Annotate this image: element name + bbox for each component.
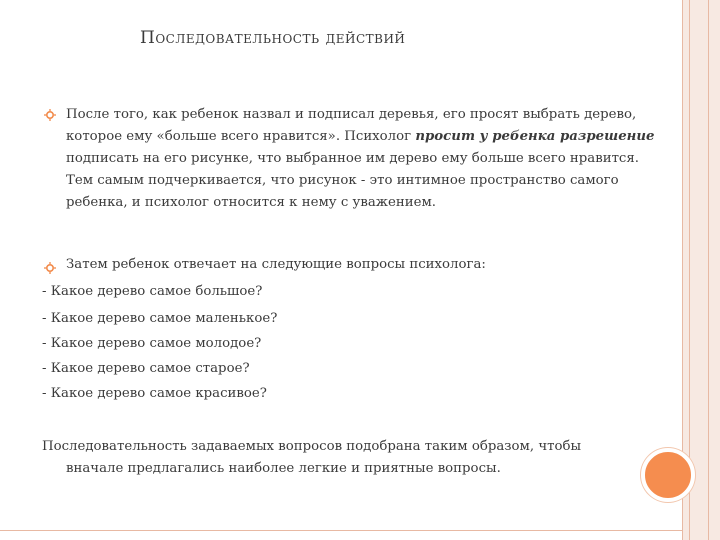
- question-item: - Какое дерево самое большое?: [42, 284, 263, 299]
- paragraph-1-text: После того, как ребенок назвал и подписал деревья, его просят выбрать дерево, которое ему «больше всего нравится». Психолог: [66, 107, 637, 144]
- sun-bullet-icon: [44, 109, 56, 121]
- sun-bullet-icon: [44, 262, 56, 274]
- paragraph-1: [66, 104, 666, 214]
- decor-circle: [641, 448, 695, 502]
- question-item: - Какое дерево самое маленькое?: [42, 311, 278, 326]
- question-item: - Какое дерево самое красивое?: [42, 386, 267, 401]
- paragraph-1-text-cont: подписать на его рисунке, что выбранное им дерево ему больше всего нравится. Тем самым подчеркивается, что рисунок - это интимное пространство самого ребенка, и психолог относится к нему с уважением.: [66, 151, 639, 210]
- bottom-border: [0, 530, 682, 531]
- paragraph-1-emphasis: просит у ребенка разрешение: [415, 129, 655, 144]
- closing-paragraph: [42, 436, 642, 480]
- closing-line-2: вначале предлагались наиболее легкие и приятные вопросы.: [66, 461, 501, 476]
- question-item: - Какое дерево самое молодое?: [42, 336, 262, 351]
- paragraph-2: Затем ребенок отвечает на следующие вопросы психолога:: [66, 257, 486, 272]
- closing-line-1: Последовательность задаваемых вопросов подобрана таким образом, чтобы: [42, 439, 582, 454]
- rail-line: [708, 0, 709, 540]
- question-item: - Какое дерево самое старое?: [42, 361, 250, 376]
- page-title: Последовательность действий: [140, 28, 406, 48]
